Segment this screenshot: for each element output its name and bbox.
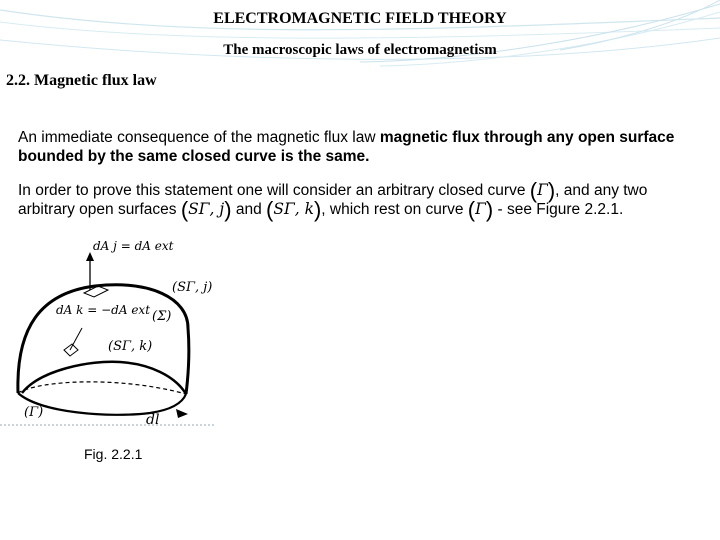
curve-gamma-back xyxy=(18,382,186,394)
paragraph-2: In order to prove this statement one will consider an arbitrary closed curve (Γ), and any two arbitrary open surfaces (SΓ, j) and (SΓ, k), which rest on curve (Γ) - see Figure 2.2.1. xyxy=(18,178,648,222)
paragraph-1-text: An immediate consequence of the magnetic flux law xyxy=(18,129,380,146)
label-dA-k: dA k = −dA ext xyxy=(56,303,151,317)
curve-symbol-2: Γ xyxy=(475,200,486,218)
figure-2-2-1 xyxy=(0,228,220,433)
label-gamma: (Γ) xyxy=(24,405,44,420)
label-dA-top: dA j = dA ext xyxy=(93,239,174,253)
curve-gamma-front xyxy=(18,393,186,415)
paragraph-2-text-b: , and any two arbitrary open surfaces xyxy=(18,182,648,218)
curve-symbol: Γ xyxy=(537,181,548,199)
paragraph-2-text-e: - see Figure 2.2.1. xyxy=(493,201,624,218)
label-sigma: (Σ) xyxy=(152,309,172,324)
label-S-j: (SΓ, j) xyxy=(172,280,213,295)
surface-j-symbol: SΓ, j xyxy=(188,200,225,218)
surface-k-outline xyxy=(22,362,186,394)
paragraph-2-text-d: , which rest on curve xyxy=(321,201,468,218)
paragraph-1 xyxy=(18,128,690,166)
label-dl: dl xyxy=(146,412,160,428)
label-S-k: (SΓ, k) xyxy=(108,339,153,354)
surface-k-symbol: SΓ, k xyxy=(273,200,314,218)
paragraph-2-text-c: and xyxy=(231,201,267,218)
section-heading: 2.2. Magnetic flux law xyxy=(6,72,157,89)
dA-j-arrow xyxy=(86,252,94,261)
slide-title: ELECTROMAGNETIC FIELD THEORY xyxy=(213,10,507,27)
paragraph-2-text-a: In order to prove this statement one will consider an arbitrary closed curve xyxy=(18,182,530,199)
figure-caption: Fig. 2.2.1 xyxy=(84,446,143,462)
dl-arrow xyxy=(176,409,188,418)
slide-subtitle: The macroscopic laws of electromagnetism xyxy=(223,42,497,58)
paragraph-1-bold: magnetic flux through any open surface bounded by the same closed curve is the same. xyxy=(18,129,675,165)
